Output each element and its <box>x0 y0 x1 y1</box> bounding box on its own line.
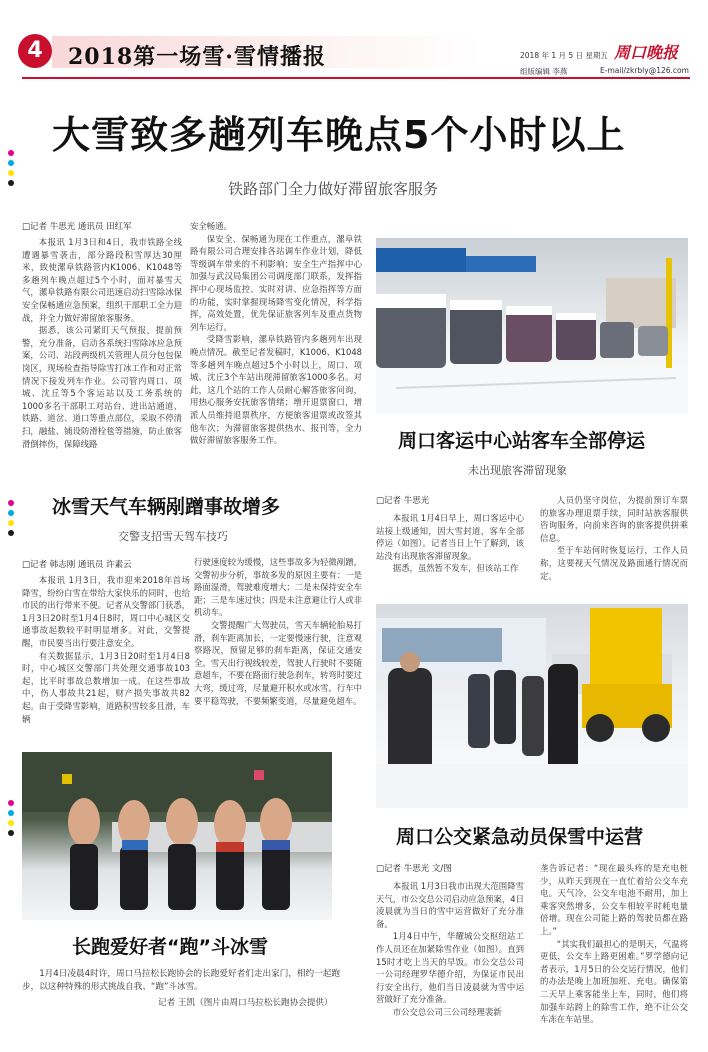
paragraph: 交警提醒广大驾驶员，雪天车辆轮胎易打滑，刹车距离加长，一定要慢速行驶，注意观察路况，预留足够的刹车距离，保证交通安全。雪天出行视线较差，驾驶人行驶时不要随意超车，不要在路面行驶急刹车，转弯时要过大弯，缓过弯，尽量避开积水或冰雪。行车中要平稳驾驶，不要频繁变道，尽量避免超车。 <box>194 619 362 706</box>
paragraph: 据悉，该公司紧盯天气预报，提前预警，充分准备，启动各系统扫雪除冰应急预案，公司、站段两级机关管理人员分包包保岗区，现场检查指导除雪打冰工作和对正常情况下接发列车作业。公司管内周口、项城、沈丘等5个客运站以及工务系统的1000多名干部职工对站台、进出站通道、铁路、道岔、道口等重点部位，采取不停清扫，融盐、铺设防滑栓毯等措施，防止旅客滑倒摔伤，保障线路 <box>22 325 182 449</box>
section-title: 2018第一场雪·雪情播报 <box>68 44 326 70</box>
bus-station-col1 <box>376 512 524 575</box>
paragraph: 垄告诉记者：“现在最头疼的是充电桩少，从昨天到现在一直忙着给公交车充电。天气冷，公交车电池不耐用，加上乘客突然增多，公交车相较平时耗电量倍增。现在公司能上路的驾驶员都在路上。” <box>540 863 688 936</box>
paragraph: 本报讯 1月3日，我市迎来2018年首场降雪，纷纷白雪在带给大家快乐的同时，也给市民的出行带来不便。记者从交警部门获悉，1月3日20时至1月4日8时，周口中心城区交通事故起数较平时明显增多。对此，交警提醒，市民要当出行要注意安全。 <box>22 575 190 648</box>
paragraph: 市公交总公司三公司经理裴新 <box>392 1006 502 1017</box>
traffic-byline: □记者 韩志刚 通讯员 许素云 <box>22 560 132 570</box>
bus-company-col1 <box>376 880 524 1019</box>
snow-clearing-illustration <box>376 604 688 808</box>
paragraph: 本报讯 1月3日我市出现大范围降雪天气，市公交总公司启动应急预案，4日凌晨就为当日的雪中运营做好了充分准备。 <box>376 881 524 929</box>
paragraph: 本报讯 1月3日和4日，我市铁路全线遭遇暴雪袭击，部分路段积雪厚达30厘米，致使漯阜铁路管内K1006、K1048等多趟列车晚点超过5个小时，面对暴雪天气，漯阜铁路有限公司迅速启动扫雪除冰保安全保畅通应急预案，组织干部职工全力迎战，并全力做好滞留旅客服务。 <box>22 237 182 323</box>
paper-logo: 周口晚报 <box>614 43 679 62</box>
bus-station-col2 <box>540 494 688 582</box>
editor-line: 组版编辑 李燕 <box>520 67 568 76</box>
traffic-subheadline: 交警支招雪天驾车技巧 <box>118 530 228 543</box>
bus-station-subheadline: 未出现旅客滞留现象 <box>468 464 567 477</box>
main-byline: □记者 牛思光 通讯员 田红军 <box>22 222 132 232</box>
runners-illustration <box>22 752 332 920</box>
bus-company-col2 <box>540 862 688 1026</box>
photo-caption: 1月4日凌晨4时许，周口马拉松长跑协会的长跑爱好者们走出家门，相约一起跑步，以这种特殊的形式挑战自我、“跑”斗冰雪。 <box>22 969 340 992</box>
bus-station-illustration <box>376 238 688 414</box>
paragraph: 安全畅通。 <box>190 221 232 231</box>
bus-station-headline: 周口客运中心站客车全部停运 <box>398 430 646 452</box>
main-headline: 大雪致多趟列车晚点5个小时以上 <box>52 113 626 157</box>
paragraph: 行驶速度较为缓慢，这些事故多为轻微剐蹭，交警初步分析，事故多发的原因主要有：一是路面湿滑，驾驶难度增大；二是未保持安全车距；三是车速过快；四是未注意避让行人或非机动车。 <box>194 557 362 618</box>
runners-credit: 记者 王凯（图片由周口马拉松长跑协会提供） <box>158 998 333 1008</box>
paragraph: 至于车站何时恢复运行，工作人员称，这要视天气情况及路面通行情况而定。 <box>540 545 688 581</box>
traffic-col1 <box>22 574 190 725</box>
paragraph: 有关数据显示，1月3日20时至1月4日8时，中心城区交警部门共处理交通事故103起，比平时事故总数增加一成。在这些事故中，伤人事故共21起，财产损失事故共82起。由于受降雪影响，道路积雪较多且滑，车辆 <box>22 650 190 724</box>
bus-station-photo <box>376 238 688 414</box>
page-number-badge <box>18 34 52 68</box>
runners-caption-block <box>22 968 340 994</box>
paragraph: “其实我们最担心的是明天，气温将更低，公交车上路更困难。”罗学德向记者表示，1月5日的公交运行情况，他们的办法是晚上加班加班、充电。确保第二天早上乘客能坐上车，同时，他们将加强车站跨上的除雪工作，绝不让公交车冻在车站里。 <box>540 938 688 1025</box>
paragraph: 1月4日中午，华耀城公交枢纽站工作人员还在加紧除雪作业（如图）。直到15时才吃上当天的早饭。市公交总公司一公司经理罗华德介绍，为保证市民出行安全出行，他们当日凌晨就为雪中运营做好了充分准备。 <box>376 931 524 1005</box>
runners-photo <box>22 752 332 920</box>
header-rule <box>22 77 690 79</box>
main-subheadline: 铁路部门全力做好滞留旅客服务 <box>228 180 439 198</box>
traffic-headline: 冰雪天气车辆剐蹭事故增多 <box>52 496 281 518</box>
paragraph: 受降雪影响，漯阜铁路管内多趟列车出现晚点情况。截至记者发稿时，K1006、K1048等多趟列车晚点超过5个小时以上，周口、项城、沈丘3个车站出现滞留旅客1000多名。对此，这几个站的工作人员耐心解答旅客问询，用热心服务安抚旅客情绪；增开退票窗口，增派人员维持退票秩序，方便旅客退票或改签其他车次；为滞留旅客提供热水、报刊等，全力做好滞留旅客服务工作。 <box>190 334 362 446</box>
main-story-col1 <box>22 236 182 450</box>
traffic-col2 <box>194 556 362 707</box>
date-line: 2018 年 1 月 5 日 星期五 <box>520 51 608 60</box>
paragraph: 本报讯 1月4日早上，周口客运中心站接上级通知，因大雪封道，客车全部停运（如图）。记者当日上午了解到，该站没有出现旅客滞留现象。 <box>376 513 524 561</box>
paragraph: 保安全、保畅通为现在工作重点，漯阜铁路有限公司合理安排各站调车作业计划，降低等级调车带来的不利影响；安全生产指挥中心加强与武汉局集团公司调度部门联系，发挥指挥中心现场监控、实时对讲、应急指挥等方面的功能，实时掌握现场降雪变化情况，科学指挥，高效处置，优先保证旅客列车及重点货物列车运行。 <box>190 233 362 332</box>
paragraph: 据悉，虽然暂不发车，但该站工作 <box>392 563 519 574</box>
paragraph: 人员仍坚守岗位，为提前预订车票的旅客办理退票手续，同时站族客服供咨询服务，向前来咨询的旅客提供拼乘信息。 <box>540 495 688 543</box>
bus-company-byline: □记者 牛思光 文/图 <box>376 864 452 874</box>
email-line: E-mail/zkrbly@126.com <box>600 66 689 75</box>
bus-company-headline: 周口公交紧急动员保雪中运营 <box>396 826 644 848</box>
runners-headline: 长跑爱好者“跑”斗冰雪 <box>72 936 268 958</box>
bus-station-byline: □记者 牛思光 <box>376 496 430 506</box>
page-number: 4 <box>27 38 43 63</box>
main-story-col2 <box>190 220 362 447</box>
bus-company-photo <box>376 604 688 808</box>
page-header <box>22 30 690 78</box>
